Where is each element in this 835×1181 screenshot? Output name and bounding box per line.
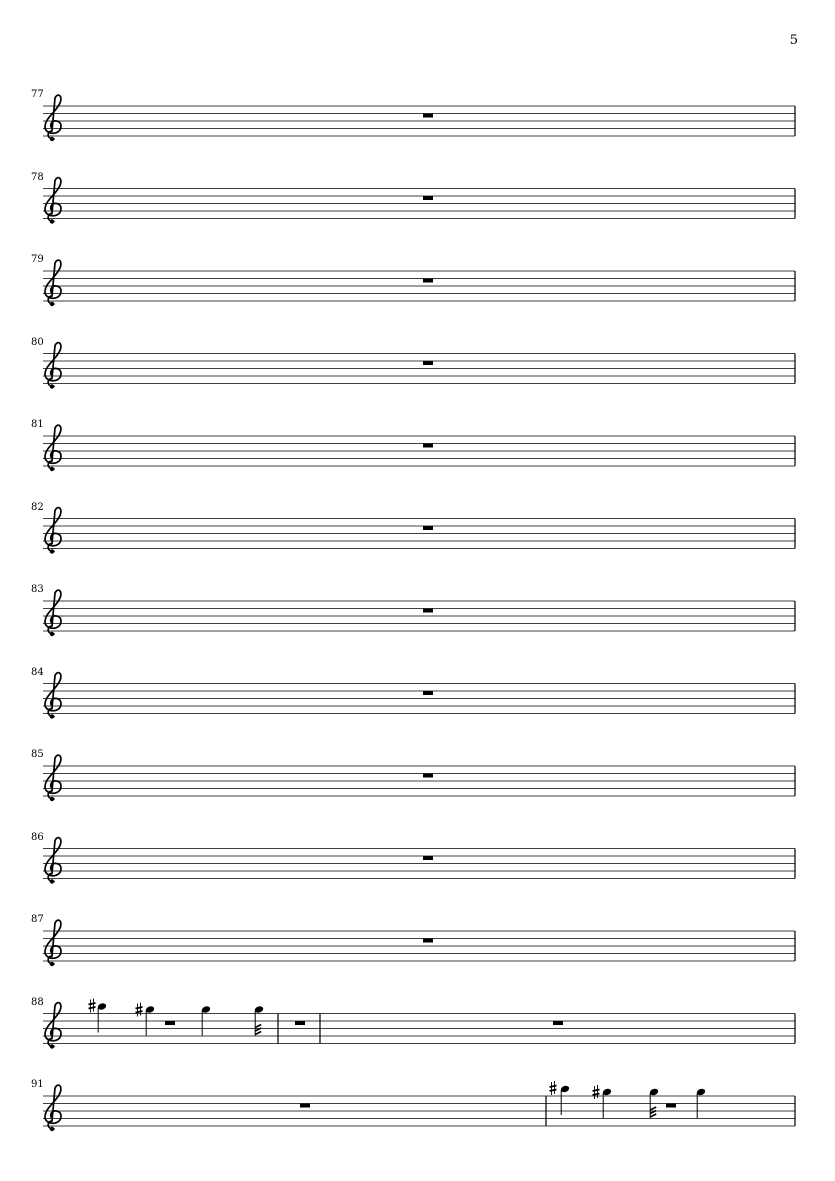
measure-number: 80 bbox=[31, 336, 44, 348]
note bbox=[649, 1088, 659, 1118]
measure-number: 81 bbox=[31, 419, 44, 430]
measure-number: 88 bbox=[31, 996, 44, 1008]
rest bbox=[300, 1104, 310, 1108]
treble-clef-icon bbox=[45, 1085, 61, 1131]
note bbox=[560, 1085, 570, 1115]
measure-number: 78 bbox=[31, 171, 44, 183]
measure-number: 85 bbox=[31, 749, 44, 760]
note bbox=[602, 1088, 612, 1118]
measure-number: 79 bbox=[31, 254, 44, 265]
measure-number: 82 bbox=[31, 501, 44, 513]
rest bbox=[666, 1104, 676, 1108]
page-number: 5 bbox=[789, 33, 798, 48]
measure-number: 77 bbox=[31, 89, 44, 100]
measure-number: 83 bbox=[31, 584, 44, 595]
measure-number: 86 bbox=[31, 831, 44, 843]
staff-lines bbox=[43, 1096, 795, 1126]
sharp-icon bbox=[550, 1081, 557, 1095]
measure-number: 87 bbox=[31, 914, 44, 925]
sharp-icon bbox=[593, 1085, 600, 1099]
note bbox=[696, 1088, 706, 1118]
measure-number: 91 bbox=[31, 1079, 44, 1090]
measure-number: 84 bbox=[31, 666, 44, 678]
